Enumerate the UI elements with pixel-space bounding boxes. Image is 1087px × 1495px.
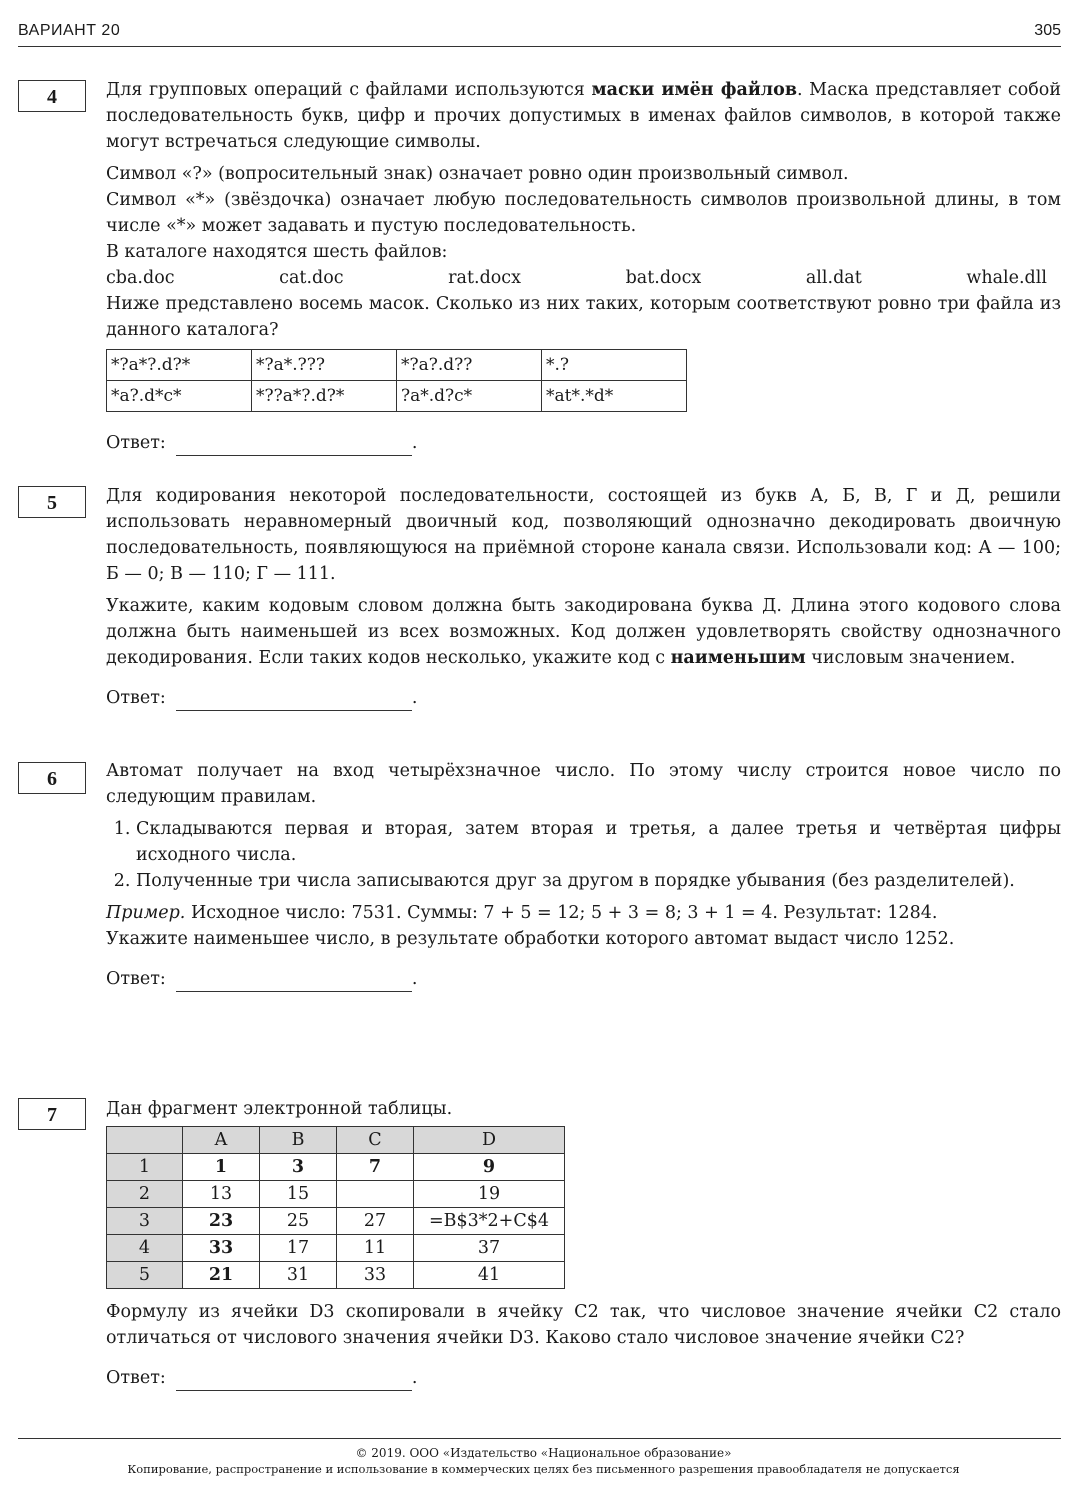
cell: 41 [414, 1262, 565, 1289]
table-row [107, 1154, 565, 1181]
mask-cell: *?a*?.d?* [107, 350, 252, 381]
cell: 23 [183, 1208, 260, 1235]
answer-field[interactable] [176, 437, 412, 456]
task-5-question: Укажите, каким кодовым словом должна быть закодирована буква Д. Длина этого кодового слова должна быть наименьшей из всех возможных. Код должен удовлетворять свойству однозначного декодирования. Если таких кодов несколько, укажите код с наименьшим числовым значением. [106, 596, 1061, 668]
file-item: cat.doc [279, 268, 344, 288]
task-6-number: 6 [18, 762, 86, 794]
cell: 19 [414, 1181, 565, 1208]
file-item: cba.doc [106, 268, 175, 288]
cell: 17 [260, 1235, 337, 1262]
file-item: whale.dll [966, 268, 1047, 288]
footer-notice: Копирование, распространение и использование в коммерческих целях без письменного разрешения правообладателя не допускается [127, 1462, 960, 1476]
list-item: 1. Складываются первая и вторая, затем вторая и третья, а далее третья и четвёртая цифры исходного числа. [136, 816, 1061, 868]
footer-copyright: © 2019. ООО «Издательство «Национальное образование» [355, 1446, 732, 1460]
file-item: rat.docx [448, 268, 521, 288]
cell: 25 [260, 1208, 337, 1235]
table-row [107, 1235, 565, 1262]
row-header: 1 [107, 1154, 183, 1181]
task-5-code-description: Для кодирования некоторой последовательности, состоящей из букв А, Б, В, Г и Д, решили использовать неравномерный двоичный код, позволяющий однозначно декодировать двоичную последовательность, появляющуюся на приёмной стороне канала связи. Использовали код: А — 100; Б — 0; В — 110; Г — 111. [106, 486, 1061, 584]
column-header: C [337, 1127, 414, 1154]
row-header: 5 [107, 1262, 183, 1289]
header-divider [18, 46, 1061, 47]
cell: 37 [414, 1235, 565, 1262]
file-item: bat.docx [625, 268, 702, 288]
row-header: 4 [107, 1235, 183, 1262]
cell: =B$3*2+C$4 [414, 1208, 565, 1235]
corner-cell [107, 1127, 183, 1154]
task-4-catalog: В каталоге находятся шесть файлов: [106, 242, 448, 262]
page-header [18, 20, 1061, 44]
page-number: 305 [1034, 22, 1061, 39]
task-6-question: Укажите наименьшее число, в результате обработки которого автомат выдаст число 1252. [106, 929, 955, 949]
cell: 21 [183, 1262, 260, 1289]
task-4-masks-question: Ниже представлено восемь масок. Сколько из них таких, которым соответствуют ровно три файла из данного каталога? [106, 294, 1061, 340]
cell: 33 [183, 1235, 260, 1262]
mask-cell: *a?.d*c* [107, 381, 252, 412]
table-row [107, 350, 687, 381]
footer-divider [18, 1438, 1061, 1439]
task-4-intro: Для групповых операций с файлами используются маски имён файлов. Маска представляет собой последовательность букв, цифр и прочих допустимых в именах файлов символов, в которой также могут встречаться следующие символы. [106, 80, 1061, 152]
cell: 9 [414, 1154, 565, 1181]
cell: 31 [260, 1262, 337, 1289]
rules-list [106, 816, 1061, 894]
cell: 33 [337, 1262, 414, 1289]
mask-cell: *?a*.??? [252, 350, 397, 381]
table-row [107, 1208, 565, 1235]
column-header: D [414, 1127, 565, 1154]
table-row [107, 381, 687, 412]
task-6 [106, 758, 1061, 992]
cell: 13 [183, 1181, 260, 1208]
cell: 27 [337, 1208, 414, 1235]
task-4-answer: Ответ: . [106, 430, 1061, 456]
task-6-intro: Автомат получает на вход четырёхзначное число. По этому числу строится новое число по следующим правилам. [106, 761, 1061, 807]
mask-cell: ?a*.d?c* [397, 381, 542, 412]
task-6-example: Пример. Исходное число: 7531. Суммы: 7 + 5 = 12; 5 + 3 = 8; 3 + 1 = 4. Результат: 1284. [106, 903, 938, 923]
table-row [107, 1181, 565, 1208]
task-4-term: маски имён файлов [591, 80, 797, 100]
cell: 3 [260, 1154, 337, 1181]
task-5-number: 5 [18, 486, 86, 518]
cell: 11 [337, 1235, 414, 1262]
table-row [107, 1262, 565, 1289]
answer-field[interactable] [176, 973, 412, 992]
answer-label: Ответ: [106, 1368, 166, 1388]
task-5 [106, 483, 1061, 711]
mask-cell: *??a*?.d?* [252, 381, 397, 412]
file-item: all.dat [805, 268, 862, 288]
task-7-intro: Дан фрагмент электронной таблицы. [106, 1099, 453, 1119]
answer-label: Ответ: [106, 969, 166, 989]
answer-field[interactable] [176, 692, 412, 711]
file-list [106, 265, 1061, 291]
task-6-answer: Ответ: . [106, 966, 1061, 992]
table-header-row [107, 1127, 565, 1154]
cell: 15 [260, 1181, 337, 1208]
cell: 7 [337, 1154, 414, 1181]
answer-label: Ответ: [106, 433, 166, 453]
task-4 [106, 77, 1061, 456]
list-item: 2. Полученные три числа записываются друг за другом в порядке убывания (без разделителей). [136, 868, 1061, 894]
mask-cell: *.? [542, 350, 687, 381]
mask-cell: *at*.*d* [542, 381, 687, 412]
task-7-answer: Ответ: . [106, 1365, 1061, 1391]
task-4-number: 4 [18, 80, 86, 112]
row-header: 3 [107, 1208, 183, 1235]
row-header: 2 [107, 1181, 183, 1208]
answer-field[interactable] [176, 1372, 412, 1391]
spreadsheet-table [106, 1126, 565, 1289]
mask-cell: *?a?.d?? [397, 350, 542, 381]
variant-label: ВАРИАНТ 20 [18, 22, 121, 39]
task-7 [106, 1096, 1061, 1391]
task-5-answer: Ответ: . [106, 685, 1061, 711]
column-header: A [183, 1127, 260, 1154]
column-header: B [260, 1127, 337, 1154]
task-7-number: 7 [18, 1098, 86, 1130]
cell [337, 1181, 414, 1208]
cell: 1 [183, 1154, 260, 1181]
task-4-question-symbol: Символ «?» (вопросительный знак) означает ровно один произвольный символ. [106, 164, 849, 184]
answer-label: Ответ: [106, 688, 166, 708]
task-4-star-symbol: Символ «*» (звёздочка) означает любую последовательность символов произвольной длины, в том числе «*» может задавать и пустую последовательность. [106, 190, 1061, 236]
masks-table [106, 349, 687, 412]
task-7-question: Формулу из ячейки D3 скопировали в ячейку C2 так, что числовое значение ячейки C2 стало отличаться от числового значения ячейки D3. Каково стало числовое значение ячейки C2? [106, 1302, 1061, 1348]
